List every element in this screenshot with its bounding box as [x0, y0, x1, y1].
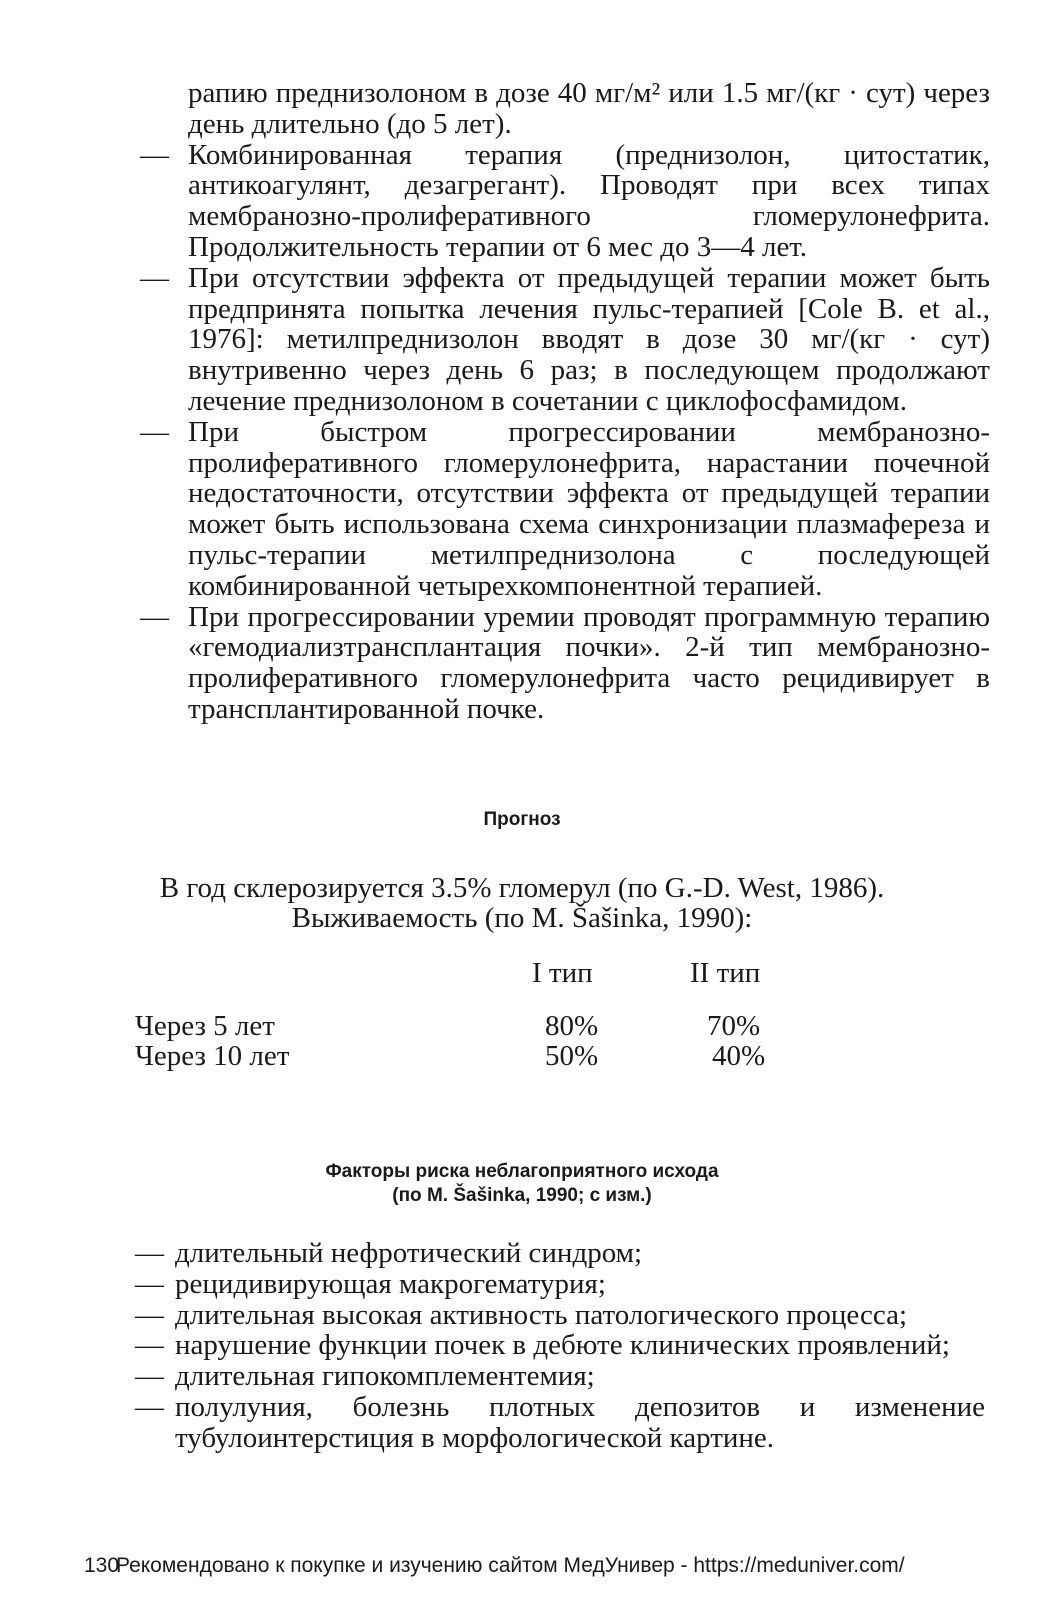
treatment-item-text: Комбинированная терапия (преднизолон, цитостатик, антикоагулянт, дезагрегант). Проводят при всех типах мембранозно-пролиферативного гломерулонефрита. Продолжительность терапии от 6 мес до 3—4 лет.	[188, 138, 990, 263]
list-item-text: длительная высокая активность патологического процесса;	[175, 1298, 908, 1331]
list-item-text: рецидивирующая макрогематурия;	[175, 1267, 606, 1300]
risk-factors-subheading: (по M. Šašinka, 1990; с изм.)	[392, 1185, 652, 1206]
risk-factors-list	[135, 1238, 985, 1454]
prognosis-survival-line: Выживаемость (по M. Šašinka, 1990):	[291, 902, 753, 934]
treatment-list	[140, 78, 990, 725]
dash-marker: —	[140, 415, 169, 448]
treatment-item	[140, 263, 990, 417]
cell-10y-type2: 40%	[712, 1040, 766, 1072]
column-header-type1: I тип	[532, 957, 593, 989]
list-item	[135, 1392, 985, 1454]
dash-marker: —	[140, 261, 169, 294]
treatment-item-text: При отсутствии эффекта от предыдущей терапии может быть предпринята попытка лечения пульс-терапией [Cole B. et al., 1976]: метилпреднизолон вводят в дозе 30 мг/(кг · сут) внутривенно через день 6 раз; в последующем продолжают лечение преднизолоном в сочетании с циклофосфамидом.	[188, 261, 990, 417]
list-item	[135, 1361, 985, 1392]
cell-5y-type1: 80%	[545, 1010, 599, 1042]
cell-10y-type1: 50%	[545, 1040, 599, 1072]
list-item	[135, 1238, 985, 1269]
list-item-text: длительный нефротический синдром;	[175, 1237, 643, 1269]
cell-5y-type2: 70%	[707, 1010, 761, 1042]
treatment-item	[140, 602, 990, 725]
dash-marker: —	[135, 1267, 164, 1300]
list-item	[135, 1300, 985, 1331]
dash-marker: —	[135, 1329, 164, 1362]
row-label-5-years: Через 5 лет	[135, 1010, 275, 1042]
treatment-item-text: При прогрессировании уремии проводят программную терапию «гемодиализтрансплантация почки». 2-й тип мембранозно-пролиферативного гломерулонефрита часто рецидивирует в трансплантированной почке.	[188, 600, 990, 725]
recommendation-link-text: Рекомендовано к покупке и изучению сайтом МедУнивер - https://meduniver.com/	[116, 1554, 905, 1577]
list-item	[135, 1330, 985, 1361]
risk-factors-heading: Факторы риска неблагоприятного исхода	[325, 1161, 719, 1182]
prognosis-heading: Прогноз	[483, 809, 561, 830]
page-number: 130	[84, 1554, 120, 1577]
treatment-item	[140, 417, 990, 602]
column-header-type2: II тип	[690, 957, 761, 989]
dash-marker: —	[140, 600, 169, 633]
dash-marker: —	[135, 1298, 164, 1331]
list-item-text: нарушение функции почек в дебюте клинических проявлений;	[175, 1329, 950, 1362]
list-item	[135, 1269, 985, 1300]
dash-marker: —	[135, 1237, 164, 1269]
treatment-item-text: При быстром прогрессировании мембранозно-пролиферативного гломерулонефрита, нарастании почечной недостаточности, отсутствии эффекта от предыдущей терапии может быть использована схема синхронизации плазмафереза и пульс-терапии метилпреднизолона с последующей комбинированной четырехкомпонентной терапией.	[188, 415, 990, 602]
row-label-10-years: Через 10 лет	[135, 1040, 290, 1072]
treatment-continuation: рапию преднизолоном в дозе 40 мг/м² или 1.5 мг/(кг · сут) через день длительно (до 5 лет).	[188, 77, 990, 140]
dash-marker: —	[135, 1360, 164, 1393]
dash-marker: —	[135, 1390, 164, 1423]
dash-marker: —	[140, 138, 169, 171]
list-item-text: длительная гипокомплементемия;	[175, 1360, 595, 1393]
list-item-text: полулуния, болезнь плотных депозитов и изменение тубулоинтерстиция в морфологической картине.	[175, 1390, 985, 1454]
treatment-item	[140, 140, 990, 263]
prognosis-sclerosis-line: В год склерозируется 3.5% гломерул (по G.-D. West, 1986).	[159, 872, 885, 904]
